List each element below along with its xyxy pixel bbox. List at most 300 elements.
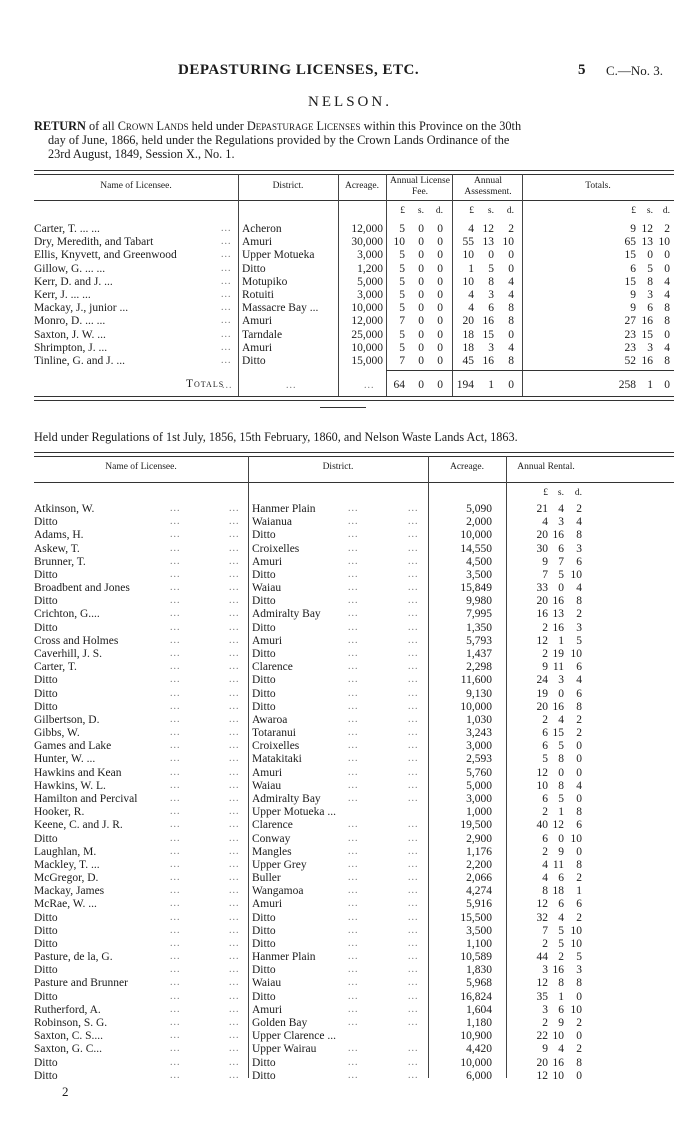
leader-dots: ... [348, 924, 359, 936]
return-word: RETURN [34, 119, 86, 133]
leader-dots: ... [348, 964, 359, 976]
leader-dots: ... [170, 568, 181, 580]
rental-pence: 10 [570, 924, 582, 937]
page-title: DEPASTURING LICENSES, ETC. [178, 62, 420, 78]
rental-pence: 10 [570, 937, 582, 950]
acreage-value: 5,916 [466, 898, 492, 911]
license-fee-pence: 0 [437, 355, 443, 367]
district-name: Awaroa [252, 713, 288, 726]
district-name: Ditto [242, 262, 266, 275]
table2-header-rule [34, 482, 674, 483]
leader-dots: ... [348, 911, 359, 923]
leader-dots: ... [348, 661, 359, 673]
leader-dots: ... [170, 937, 181, 949]
table1-col-divider [522, 174, 523, 396]
leader-dots: ... [408, 779, 419, 791]
acreage-value: 15,500 [460, 911, 492, 924]
district-name: Clarence [252, 819, 293, 832]
leader-dots: ... [348, 740, 359, 752]
totals-dots: ... [222, 380, 233, 391]
district-name: Ditto [252, 674, 276, 687]
acreage-value: 10,000 [351, 302, 383, 315]
license-fee-pence: 0 [437, 249, 443, 262]
assessment-pence: 8 [508, 355, 514, 367]
rental-pence: 4 [576, 674, 582, 687]
leader-dots: ... [348, 951, 359, 963]
assessment-shillings: 16 [482, 315, 494, 328]
leader-dots: ... [229, 964, 240, 976]
leader-dots: ... [348, 937, 359, 949]
total-pence: 0 [664, 328, 670, 341]
leader-dots: ... [170, 885, 181, 897]
leader-dots: ... [408, 621, 419, 633]
district-name: Totaranui [252, 727, 296, 740]
leader-dots: ... [170, 582, 181, 594]
leader-dots: ... [229, 1017, 240, 1029]
rental-pounds: 10 [536, 779, 548, 792]
district-name: Admiralty Bay [252, 608, 321, 621]
rental-pounds: 44 [536, 951, 548, 964]
district-name: Upper Wairau [252, 1043, 317, 1056]
rental-pence: 2 [576, 872, 582, 885]
rental-shillings: 18 [552, 885, 564, 898]
rental-shillings: 1 [558, 990, 564, 1003]
licensee-name: Ditto [34, 924, 58, 937]
rental-pence: 2 [576, 1017, 582, 1030]
leader-dots: ... [229, 529, 240, 541]
totals-assessment-pounds: 194 [456, 379, 474, 391]
rental-pounds: 16 [536, 608, 548, 621]
rental-pounds: 12 [536, 634, 548, 647]
rental-shillings: 10 [552, 1069, 564, 1082]
license-fee-shillings: 0 [418, 355, 424, 367]
license-fee-shillings: 0 [418, 289, 424, 301]
leader-dots: ... [221, 355, 232, 366]
acreage-value: 1,350 [466, 621, 492, 634]
acreage-value: 10,000 [460, 1056, 492, 1069]
rental-pounds: 2 [542, 806, 548, 819]
licensee-name: Games and Lake [34, 740, 112, 753]
leader-dots: ... [348, 687, 359, 699]
licensee-name: Ditto [34, 687, 58, 700]
total-pounds: 52 [624, 355, 636, 367]
licensee-name: Shrimpton, J. ... [34, 341, 108, 354]
leader-dots: ... [170, 779, 181, 791]
leader-dots: ... [170, 792, 181, 804]
licensee-name: Saxton, G. C... [34, 1043, 103, 1056]
total-pence: 0 [664, 249, 670, 262]
depasturage-term: Depasturage Licenses [246, 119, 361, 133]
acreage-value: 10,900 [460, 1030, 492, 1043]
leader-dots: ... [408, 924, 419, 936]
rental-pence: 6 [576, 898, 582, 911]
leader-dots: ... [229, 516, 240, 528]
leader-dots: ... [408, 858, 419, 870]
leader-dots: ... [408, 990, 419, 1002]
rental-pounds: 21 [536, 503, 548, 515]
leader-dots: ... [408, 951, 419, 963]
total-shillings: 5 [647, 262, 653, 275]
leader-dots: ... [348, 792, 359, 804]
leader-dots: ... [408, 885, 419, 897]
district-name: Amuri [252, 898, 283, 911]
leader-dots: ... [229, 858, 240, 870]
acreage-value: 3,000 [466, 792, 492, 805]
rental-shillings: 11 [552, 858, 564, 871]
totals-fee-pounds: 64 [393, 379, 405, 391]
acreage-value: 3,500 [466, 924, 492, 937]
license-fee-pence: 0 [437, 223, 443, 235]
acreage-value: 3,243 [466, 727, 492, 740]
license-fee-shillings: 0 [418, 236, 424, 249]
rental-shillings: 2 [558, 951, 564, 964]
rental-shillings: 4 [558, 1043, 564, 1056]
leader-dots: ... [408, 516, 419, 528]
district-name: Upper Clarence ... [252, 1030, 336, 1043]
leader-dots: ... [229, 740, 240, 752]
licensee-name: Cross and Holmes [34, 634, 119, 647]
licensee-name: Broadbent and Jones [34, 582, 130, 595]
leader-dots: ... [408, 661, 419, 673]
rental-shillings: 8 [558, 753, 564, 766]
leader-dots: ... [408, 634, 419, 646]
acreage-value: 12,000 [351, 315, 383, 328]
rental-shillings: 4 [558, 713, 564, 726]
rental-shillings: 16 [552, 595, 564, 608]
leader-dots: ... [348, 582, 359, 594]
rental-pence: 5 [576, 634, 582, 647]
district-name: Ditto [252, 964, 276, 977]
acreage-value: 2,593 [466, 753, 492, 766]
assessment-pounds: 10 [462, 275, 474, 288]
acreage-value: 16,824 [460, 990, 492, 1003]
assessment-pence: 8 [508, 315, 514, 328]
leader-dots: ... [229, 924, 240, 936]
district-name: Waiau [252, 977, 282, 990]
assessment-pence: 10 [502, 236, 514, 249]
total-pounds: 9 [630, 223, 636, 235]
leader-dots: ... [348, 555, 359, 567]
leader-dots: ... [408, 555, 419, 567]
rental-pounds: 4 [542, 858, 548, 871]
leader-dots: ... [408, 832, 419, 844]
acreage-value: 10,000 [351, 341, 383, 354]
acreage-value: 3,500 [466, 568, 492, 581]
acreage-value: 1,176 [466, 845, 492, 858]
leader-dots: ... [348, 1003, 359, 1015]
leader-dots: ... [348, 727, 359, 739]
total-pounds: 9 [630, 302, 636, 315]
district-name: Tarndale [242, 328, 283, 341]
leader-dots: ... [229, 779, 240, 791]
acreage-value: 2,000 [466, 516, 492, 529]
leader-dots: ... [229, 766, 240, 778]
licensee-name: Mackley, T. ... [34, 858, 100, 871]
leader-dots: ... [170, 766, 181, 778]
rental-pence: 3 [576, 542, 582, 555]
district-name: Ditto [252, 568, 276, 581]
acreage-value: 30,000 [351, 236, 383, 249]
district-name: Acheron [242, 223, 282, 235]
leader-dots: ... [408, 647, 419, 659]
leader-dots: ... [348, 700, 359, 712]
total-shillings: 8 [647, 275, 653, 288]
rental-pounds: 9 [542, 1043, 548, 1056]
licensee-name: Ditto [34, 516, 58, 529]
leader-dots: ... [170, 806, 181, 818]
leader-dots: ... [348, 1056, 359, 1068]
total-shillings: 16 [641, 355, 653, 367]
rental-pence: 2 [576, 503, 582, 515]
licensee-name: Hawkins, W. L. [34, 779, 106, 792]
district-name: Upper Motueka [242, 249, 315, 262]
rental-pounds: 20 [536, 1056, 548, 1069]
assessment-pounds: 4 [468, 223, 474, 235]
total-pounds: 65 [624, 236, 636, 249]
licensee-name: Dry, Meredith, and Tabart [34, 236, 154, 249]
acreage-value: 5,760 [466, 766, 492, 779]
rental-shillings: 8 [558, 779, 564, 792]
leader-dots: ... [221, 262, 232, 274]
leader-dots: ... [229, 647, 240, 659]
intro-text: within this Province on the 30th [360, 119, 522, 133]
unit-label: d. [506, 206, 514, 216]
licensee-name: Ditto [34, 595, 58, 608]
acreage-value: 15,000 [351, 355, 383, 367]
acreage-value: 2,298 [466, 661, 492, 674]
leader-dots: ... [408, 1056, 419, 1068]
acreage-value: 10,589 [460, 951, 492, 964]
licensee-name: Kerr, D. and J. ... [34, 275, 113, 288]
leader-dots: ... [221, 302, 232, 314]
total-pence: 8 [664, 355, 670, 367]
rental-pounds: 7 [542, 924, 548, 937]
rental-shillings: 16 [552, 964, 564, 977]
rental-pence: 8 [576, 858, 582, 871]
total-pence: 10 [658, 236, 670, 249]
acreage-value: 1,437 [466, 647, 492, 660]
leader-dots: ... [348, 568, 359, 580]
page-number: 5 [578, 62, 586, 78]
leader-dots: ... [408, 1069, 419, 1081]
rental-pence: 0 [576, 990, 582, 1003]
rental-pounds: 3 [542, 1003, 548, 1016]
total-pounds: 9 [630, 289, 636, 301]
rental-pounds: 19 [536, 687, 548, 700]
total-pence: 2 [664, 223, 670, 235]
rental-pounds: 12 [536, 977, 548, 990]
rental-pounds: 4 [542, 872, 548, 885]
acreage-value: 5,090 [466, 503, 492, 515]
leader-dots: ... [229, 595, 240, 607]
leader-dots: ... [229, 845, 240, 857]
leader-dots: ... [170, 727, 181, 739]
district-name: Amuri [252, 766, 283, 779]
district-name: Buller [252, 872, 281, 885]
rental-shillings: 6 [558, 898, 564, 911]
rental-pounds: 30 [536, 542, 548, 555]
district-name: Ditto [252, 595, 276, 608]
leader-dots: ... [408, 674, 419, 686]
unit-label: d. [662, 206, 670, 216]
leader-dots: ... [408, 700, 419, 712]
license-fee-shillings: 0 [418, 328, 424, 341]
assessment-pounds: 10 [462, 249, 474, 262]
acreage-value: 1,830 [466, 964, 492, 977]
leader-dots: ... [170, 1043, 181, 1055]
leader-dots: ... [348, 503, 359, 514]
total-pounds: 15 [624, 275, 636, 288]
rental-pence: 10 [570, 568, 582, 581]
assessment-pounds: 18 [462, 328, 474, 341]
rental-pence: 2 [576, 1043, 582, 1056]
leader-dots: ... [348, 885, 359, 897]
total-shillings: 15 [641, 328, 653, 341]
license-fee-shillings: 0 [418, 275, 424, 288]
rental-shillings: 4 [558, 911, 564, 924]
rental-pounds: 6 [542, 727, 548, 740]
license-fee-pounds: 10 [393, 236, 405, 249]
district-name: Conway [252, 832, 291, 845]
district-name: Massacre Bay ... [242, 302, 319, 315]
rental-shillings: 11 [552, 661, 564, 674]
assessment-shillings: 6 [488, 302, 494, 315]
acreage-value: 12,000 [351, 223, 383, 235]
leader-dots: ... [221, 236, 232, 248]
rental-shillings: 5 [558, 568, 564, 581]
rental-shillings: 15 [552, 727, 564, 740]
rental-pounds: 9 [542, 661, 548, 674]
license-fee-shillings: 0 [418, 341, 424, 354]
district-name: Ditto [252, 621, 276, 634]
rental-shillings: 8 [558, 977, 564, 990]
assessment-pounds: 1 [468, 262, 474, 275]
acreage-value: 9,130 [466, 687, 492, 700]
rental-pounds: 20 [536, 595, 548, 608]
total-pounds: 23 [624, 341, 636, 354]
leader-dots: ... [348, 766, 359, 778]
assessment-shillings: 15 [482, 328, 494, 341]
rental-pounds: 2 [542, 937, 548, 950]
license-fee-shillings: 0 [418, 262, 424, 275]
leader-dots: ... [408, 608, 419, 620]
rental-pounds: 2 [542, 647, 548, 660]
total-pounds: 23 [624, 328, 636, 341]
held-under-heading: Held under Regulations of 1st July, 1856, 15th February, 1860, and Nelson Waste Lands Act, 1863. [34, 430, 518, 444]
table1-col-divider [238, 174, 239, 396]
district-name: Ditto [252, 1056, 276, 1069]
district-name: Clarence [252, 661, 293, 674]
leader-dots: ... [408, 740, 419, 752]
rental-shillings: 0 [558, 766, 564, 779]
license-fee-pence: 0 [437, 302, 443, 315]
licensee-name: Hunter, W. ... [34, 753, 96, 766]
rental-pounds: 40 [536, 819, 548, 832]
leader-dots: ... [170, 858, 181, 870]
district-name: Rotuiti [242, 289, 274, 301]
licensee-name: Rutherford, A. [34, 1003, 101, 1016]
licensee-name: Askew, T. [34, 542, 80, 555]
leader-dots: ... [408, 977, 419, 989]
license-fee-shillings: 0 [418, 223, 424, 235]
table2-col-divider [506, 456, 507, 1078]
assessment-shillings: 8 [488, 275, 494, 288]
leader-dots: ... [229, 977, 240, 989]
district-name: Waiau [252, 582, 282, 595]
leader-dots: ... [170, 924, 181, 936]
licensee-name: Hooker, R. [34, 806, 85, 819]
assessment-pence: 8 [508, 302, 514, 315]
rental-pounds: 20 [536, 700, 548, 713]
license-fee-pounds: 7 [399, 355, 405, 367]
t2-header-district: District. [322, 462, 354, 472]
licensee-name: McGregor, D. [34, 872, 99, 885]
licensee-name: Tinline, G. and J. ... [34, 355, 125, 367]
total-shillings: 12 [641, 223, 653, 235]
acreage-value: 19,500 [460, 819, 492, 832]
license-fee-shillings: 0 [418, 315, 424, 328]
assessment-shillings: 3 [488, 341, 494, 354]
rental-shillings: 12 [552, 819, 564, 832]
licensee-name: Ditto [34, 937, 58, 950]
district-name: Wangamoa [252, 885, 304, 898]
rental-pence: 8 [576, 700, 582, 713]
totals-assessment-shillings: 1 [488, 379, 494, 391]
acreage-value: 3,000 [466, 740, 492, 753]
assessment-pence: 0 [508, 249, 514, 262]
acreage-value: 3,000 [357, 289, 383, 301]
district-name: Amuri [242, 315, 273, 328]
district-name: Waianua [252, 516, 292, 529]
rental-pence: 2 [576, 608, 582, 621]
total-shillings: 0 [647, 249, 653, 262]
assessment-pounds: 4 [468, 302, 474, 315]
total-pence: 4 [664, 275, 670, 288]
leader-dots: ... [229, 674, 240, 686]
rental-pence: 10 [570, 832, 582, 845]
licensee-name: Saxton, C. S.... [34, 1030, 104, 1043]
rental-shillings: 9 [558, 1017, 564, 1030]
leader-dots: ... [348, 819, 359, 831]
license-fee-pounds: 5 [399, 328, 405, 341]
rental-shillings: 3 [558, 516, 564, 529]
acreage-value: 1,604 [466, 1003, 492, 1016]
paper-reference: C.—No. 3. [606, 63, 664, 78]
leader-dots: ... [348, 779, 359, 791]
licensee-name: Atkinson, W. [34, 503, 95, 515]
rental-pence: 6 [576, 819, 582, 832]
licensee-name: Ditto [34, 621, 58, 634]
totals-total-pounds: 258 [618, 379, 636, 391]
district-name: Amuri [252, 1003, 283, 1016]
rental-pence: 2 [576, 911, 582, 924]
rental-pounds: 3 [542, 964, 548, 977]
licensee-name: Carter, T. [34, 661, 77, 674]
leader-dots: ... [348, 753, 359, 765]
rental-pounds: 2 [542, 713, 548, 726]
district-name: Ditto [252, 911, 276, 924]
leader-dots: ... [170, 674, 181, 686]
licensee-name: Keene, C. and J. R. [34, 819, 123, 832]
leader-dots: ... [348, 858, 359, 870]
licensee-name: Mackay, J., junior ... [34, 302, 129, 315]
rental-pence: 0 [576, 766, 582, 779]
rental-shillings: 1 [558, 806, 564, 819]
leader-dots: ... [170, 647, 181, 659]
district-name: Waiau [252, 779, 282, 792]
leader-dots: ... [229, 582, 240, 594]
leader-dots: ... [170, 977, 181, 989]
